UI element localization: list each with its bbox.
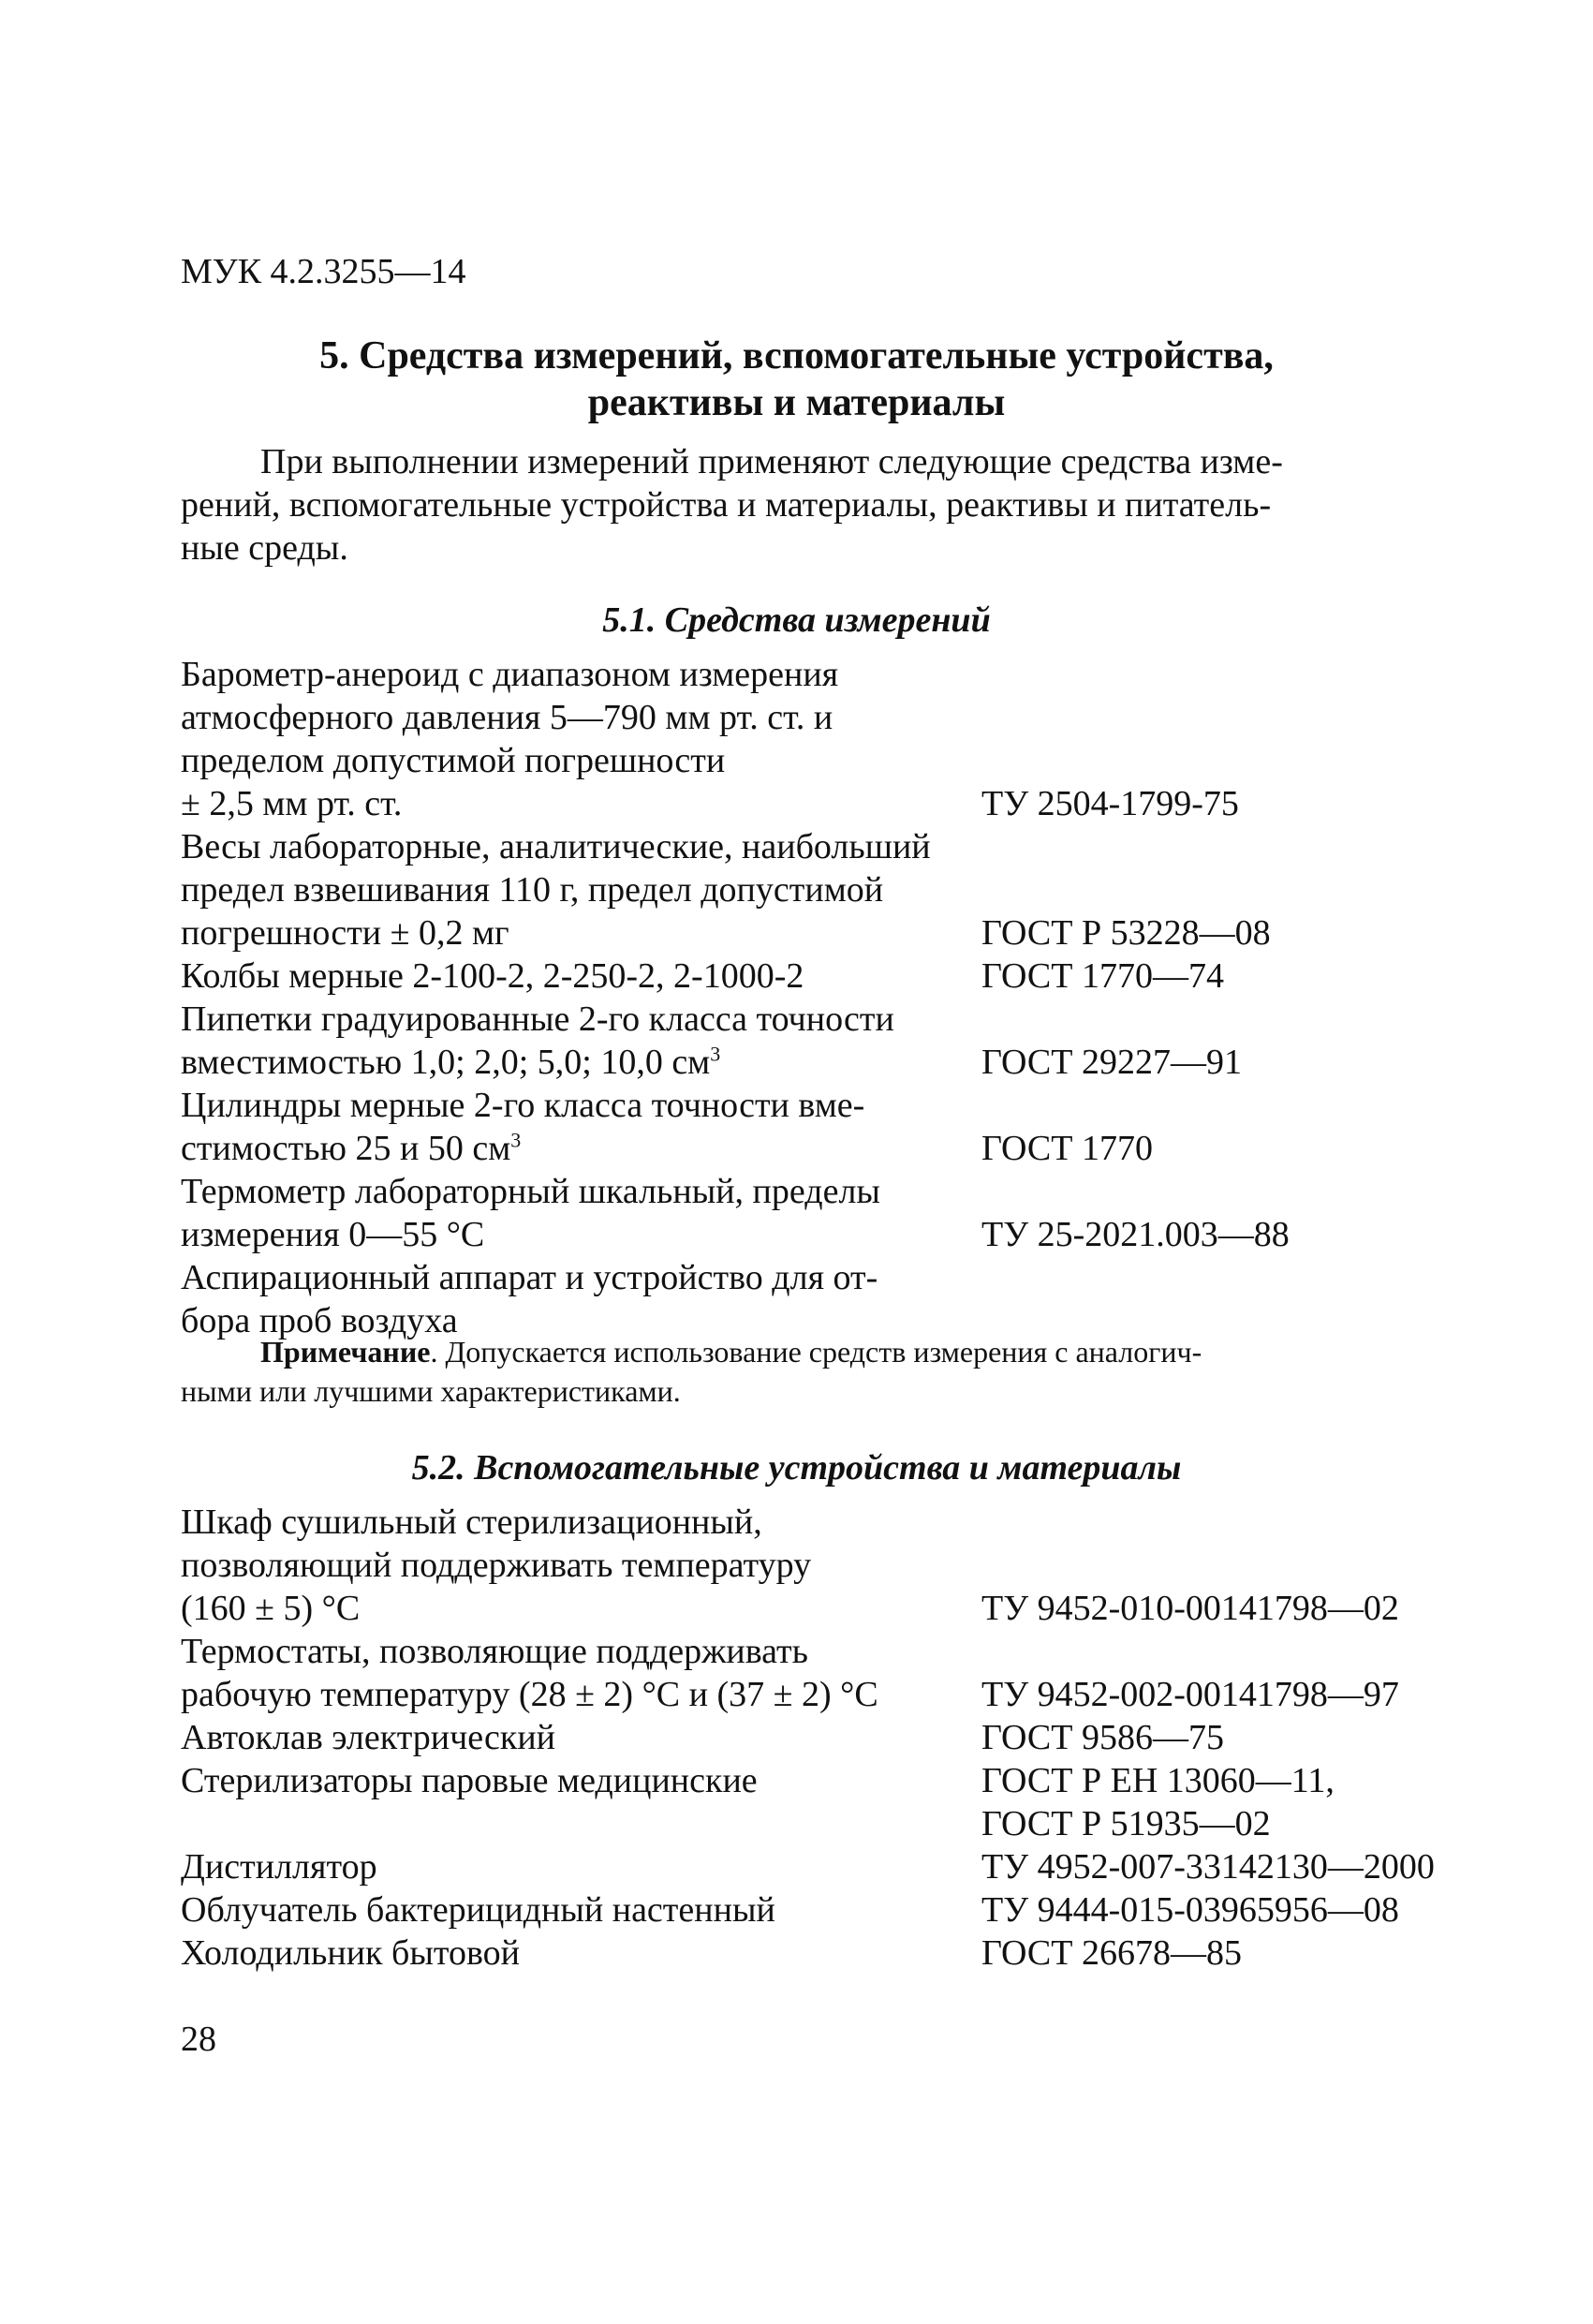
item-name-text: стимостью 25 и 50 см (181, 1129, 511, 1168)
list-item (181, 1630, 1492, 1716)
page-number: 28 (181, 2020, 216, 2059)
superscript: 3 (710, 1042, 721, 1066)
item-standard-line: ГОСТ 26678—85 (981, 1933, 1242, 1973)
list-item (181, 955, 1492, 998)
item-standard (981, 1587, 1399, 1630)
section-5-2-title-text: 5.2. Вспомогательные устройства и материалы (411, 1448, 1182, 1488)
item-name (181, 1630, 986, 1716)
item-standard-line: ТУ 9452-002-00141798—97 (981, 1675, 1399, 1714)
list-item (181, 1845, 1492, 1888)
item-name (181, 955, 986, 998)
item-name (181, 1170, 986, 1256)
item-name (181, 1501, 986, 1630)
list-item (181, 1716, 1492, 1759)
section-5-title-line-2: реактивы и материалы (587, 381, 1006, 424)
item-standard (981, 1673, 1399, 1716)
item-name (181, 1932, 986, 1975)
intro-line: При выполнении измерений применяют следующие средства изме- (260, 442, 1283, 481)
item-name-line (181, 1041, 986, 1084)
item-standard-line: ТУ 9444-015-03965956—08 (981, 1890, 1399, 1930)
item-standard (981, 1759, 1335, 1845)
item-name-line: Колбы мерные 2-100-2, 2-250-2, 2-1000-2 (181, 956, 804, 996)
list-item (181, 1256, 1492, 1342)
item-name-line: бора проб воздуха (181, 1301, 458, 1340)
list-item (181, 1888, 1492, 1932)
measurement-instruments-list (181, 653, 1492, 1342)
item-standard-line: ТУ 4952-007-33142130—2000 (981, 1847, 1435, 1887)
item-name-line: (160 ± 5) °С (181, 1589, 361, 1628)
item-name-line: измерения 0—55 °С (181, 1215, 485, 1254)
section-5-title-line-1: 5. Средства измерений, вспомогательные устройства, (319, 334, 1274, 377)
document-code: МУК 4.2.3255—14 (181, 252, 466, 291)
item-name-text: вместимостью 1,0; 2,0; 5,0; 10,0 см (181, 1043, 711, 1082)
item-name-line: предел взвешивания 110 г, предел допустимой (181, 870, 884, 910)
section-5-1-title-text: 5.1. Средства измерений (602, 600, 991, 640)
list-item (181, 1501, 1492, 1630)
list-item (181, 998, 1492, 1084)
item-name (181, 1759, 986, 1845)
item-standard (981, 1845, 1435, 1888)
list-item (181, 1932, 1492, 1975)
item-standard: ТУ 2504-1799-75 (981, 784, 1239, 823)
item-name-line: Дистиллятор (181, 1847, 377, 1887)
item-name-line: ± 2,5 мм рт. ст. (181, 784, 403, 823)
section-5-intro (181, 440, 1408, 570)
item-name-line: пределом допустимой погрешности (181, 741, 726, 780)
item-standard (981, 1932, 1242, 1975)
note-label: Примечание (260, 1335, 431, 1369)
list-item (181, 1170, 1492, 1256)
note-line (181, 1332, 1408, 1371)
section-5-title (0, 333, 1593, 426)
item-name-line: атмосферного давления 5—790 мм рт. ст. и (181, 698, 833, 737)
note-line: ными или лучшими характеристиками. (181, 1374, 681, 1408)
item-name-line: Холодильник бытовой (181, 1933, 521, 1973)
item-standard (981, 1888, 1399, 1932)
intro-line: ные среды. (181, 528, 348, 568)
note (181, 1332, 1408, 1411)
item-name-line: Аспирационный аппарат и устройство для от- (181, 1258, 878, 1297)
list-item (181, 653, 1492, 825)
item-standard: ГОСТ Р 53228—08 (981, 913, 1271, 953)
item-name-line: Стерилизаторы паровые медицинские (181, 1761, 758, 1800)
item-name-line: Облучатель бактерицидный настенный (181, 1890, 775, 1930)
item-standard: ГОСТ 1770—74 (981, 956, 1224, 996)
item-standard: ГОСТ 29227—91 (981, 1043, 1242, 1082)
item-name-line (181, 1802, 986, 1845)
list-item (181, 825, 1492, 955)
item-standard-line: ГОСТ 9586—75 (981, 1718, 1224, 1757)
note-text: . Допускается использование средств измерения с аналогич- (430, 1335, 1202, 1369)
item-name (181, 998, 986, 1084)
item-name-line: Весы лабораторные, аналитические, наибольший (181, 827, 931, 866)
item-name-line: Термостаты, позволяющие поддерживать (181, 1632, 808, 1671)
item-standard-line: ГОСТ Р ЕН 13060—11, (981, 1761, 1335, 1800)
item-name (181, 1888, 986, 1932)
item-standard (981, 1716, 1224, 1759)
item-standard: ТУ 25-2021.003—88 (981, 1215, 1290, 1254)
item-name-line: Пипетки градуированные 2-го класса точности (181, 999, 894, 1039)
item-name-line: погрешности ± 0,2 мг (181, 913, 509, 953)
auxiliary-devices-list (181, 1501, 1492, 1975)
section-5-2-title (0, 1447, 1593, 1488)
item-name (181, 1845, 986, 1888)
item-name-line: Термометр лабораторный шкальный, пределы (181, 1172, 880, 1211)
item-name-line: Барометр-анероид с диапазоном измерения (181, 655, 839, 694)
item-name (181, 825, 986, 955)
item-name (181, 1716, 986, 1759)
item-name-line: рабочую температуру (28 ± 2) °С и (37 ± 2) °С (181, 1675, 878, 1714)
item-name (181, 1256, 986, 1342)
item-standard-line: ГОСТ Р 51935—02 (981, 1804, 1271, 1843)
intro-line: рений, вспомогательные устройства и материалы, реактивы и питатель- (181, 485, 1272, 525)
item-name (181, 653, 986, 825)
item-name-line (181, 1127, 986, 1170)
item-name-line: Автоклав электрический (181, 1718, 556, 1757)
item-name-line: позволяющий поддерживать температуру (181, 1546, 812, 1585)
item-name-line: Цилиндры мерные 2-го класса точности вме- (181, 1086, 865, 1125)
item-name (181, 1084, 986, 1170)
item-standard-line: ТУ 9452-010-00141798—02 (981, 1589, 1399, 1628)
superscript: 3 (510, 1128, 522, 1152)
section-5-1-title (0, 600, 1593, 641)
list-item (181, 1759, 1492, 1845)
item-name-line: Шкаф сушильный стерилизационный, (181, 1502, 762, 1542)
item-standard: ГОСТ 1770 (981, 1129, 1153, 1168)
list-item (181, 1084, 1492, 1170)
